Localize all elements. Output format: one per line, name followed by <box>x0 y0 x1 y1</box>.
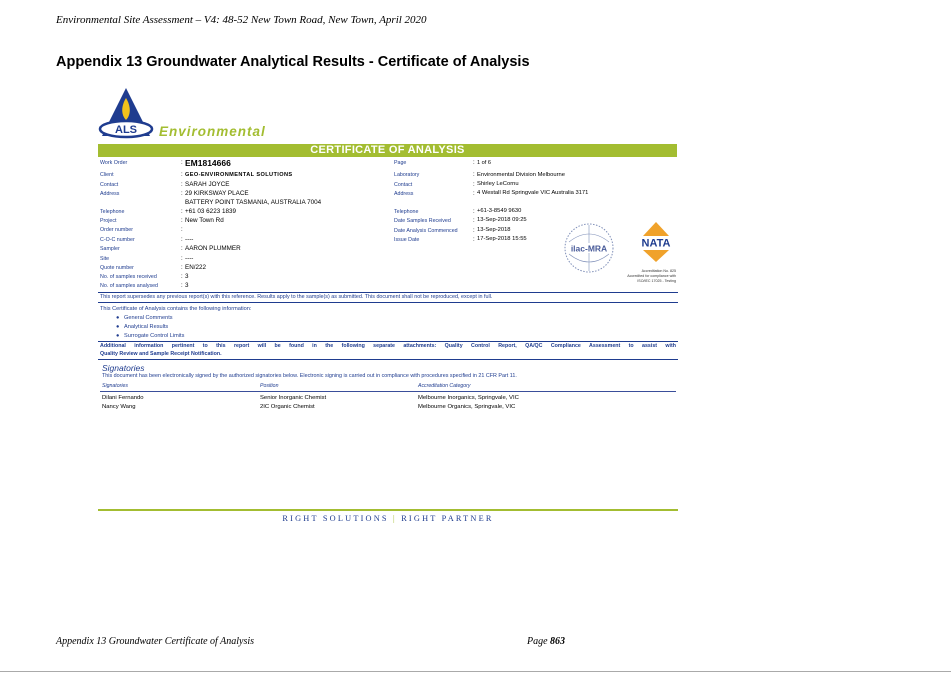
date-received-value: 13-Sep-2018 09:25 <box>477 217 527 223</box>
footer-green-rule <box>98 509 678 511</box>
label-quote-number: Quote number <box>100 265 134 271</box>
date-commenced-value: 13-Sep-2018 <box>477 227 511 233</box>
ilac-text: ilac-MRA <box>570 243 608 254</box>
running-header: Environmental Site Assessment – V4: 48-52 New Town Road, New Town, April 2020 <box>56 14 427 26</box>
samples-analysed-value: 3 <box>185 282 189 289</box>
ilac-mra-logo <box>563 222 615 274</box>
colon: : <box>473 172 475 178</box>
colon: : <box>181 274 183 280</box>
signatories-note: This document has been electronically signed by the authorized signatories below. Electronic signing is carried out in compliance with procedures specified in 21 CFR Part 11. <box>102 373 517 379</box>
additional-info-line2: Quality Review and Sample Receipt Notification. <box>100 351 222 357</box>
contains-item: ● General Comments <box>116 315 173 321</box>
nata-accreditation-no: Accreditation No. 825 <box>641 269 676 273</box>
divider <box>98 359 678 360</box>
samples-received-value: 3 <box>185 273 189 280</box>
certificate-banner: CERTIFICATE OF ANALYSIS <box>98 144 677 157</box>
project-value: New Town Rd <box>185 217 224 224</box>
supersedes-note: This report supersedes any previous report(s) with this reference. Results apply to the sample(s) as submitted. This document shall not be reproduced, except in full. <box>100 294 493 300</box>
logo-word-text: Environmental <box>159 124 266 139</box>
label-site: Site <box>100 256 110 262</box>
lab-telephone-value: +61-3-8549 9630 <box>477 208 522 214</box>
tagline: RIGHT SOLUTIONS | RIGHT PARTNER <box>282 514 494 523</box>
colon: : <box>473 237 475 243</box>
additional-info-line1: Additional information pertinent to this report will be found in the following separate attachments: Quality Control Report, QA/QC Compliance Assessment to assist with <box>100 343 676 349</box>
colon: : <box>181 182 183 188</box>
colon: : <box>181 237 183 243</box>
address-line2-value: BATTERY POINT TASMANIA, AUSTRALIA 7004 <box>185 199 322 206</box>
site-value: ---- <box>185 255 194 262</box>
colon: : <box>181 265 183 271</box>
colon: : <box>181 218 183 224</box>
label-address: Address <box>100 191 120 197</box>
label-lab-telephone: Telephone <box>394 209 419 215</box>
contains-item: ● Surrogate Control Limits <box>116 333 185 339</box>
issue-date-value: 17-Sep-2018 15:55 <box>477 236 527 242</box>
nata-iso-line: ISO/IEC 17025 - Testing <box>637 279 676 283</box>
colon: : <box>181 246 183 252</box>
nata-logo <box>636 221 676 263</box>
label-issue-date: Issue Date <box>394 237 420 243</box>
colon: : <box>181 256 183 262</box>
label-samples-analysed: No. of samples analysed <box>100 283 159 289</box>
bottom-border <box>0 671 951 672</box>
label-lab-contact: Contact <box>394 182 413 188</box>
appendix-title: Appendix 13 Groundwater Analytical Results - Certificate of Analysis <box>56 54 530 70</box>
label-contact: Contact <box>100 182 119 188</box>
sampler-value: AARON PLUMMER <box>185 245 241 252</box>
footer-title: Appendix 13 Groundwater Certificate of Analysis <box>56 636 255 647</box>
page-value: 1 of 6 <box>477 160 491 166</box>
colon: : <box>181 172 183 178</box>
signatory-position: Senior Inorganic Chemist <box>260 395 327 401</box>
label-coc-number: C-O-C number <box>100 237 135 243</box>
label-samples-received: No. of samples received <box>100 274 157 280</box>
coc-number-value: ---- <box>185 236 194 243</box>
colon: : <box>181 283 183 289</box>
quote-number-value: EN/222 <box>185 264 207 271</box>
colon: : <box>473 228 475 234</box>
address-line1-value: 29 KIRKSWAY PLACE <box>185 190 249 197</box>
label-page: Page <box>394 160 407 166</box>
divider <box>100 391 676 392</box>
label-work-order: Work Order <box>100 160 128 166</box>
label-sampler: Sampler <box>100 246 120 252</box>
signatories-title: Signatories <box>102 363 145 373</box>
laboratory-value: Environmental Division Melbourne <box>477 172 565 178</box>
divider <box>98 341 678 342</box>
label-lab-address: Address <box>394 191 414 197</box>
colon: : <box>181 160 183 166</box>
lab-address-value: 4 Westall Rd Springvale VIC Australia 3171 <box>477 190 589 196</box>
colon: : <box>181 227 183 233</box>
contains-item: ● Analytical Results <box>116 324 169 330</box>
divider <box>98 292 678 293</box>
colon: : <box>473 218 475 224</box>
signatory-position: 2IC Organic Chemist <box>260 404 315 410</box>
label-order-number: Order number <box>100 227 133 233</box>
label-laboratory: Laboratory <box>394 172 420 178</box>
als-logo <box>98 86 288 141</box>
footer-page-number: Page 863 <box>527 636 566 647</box>
label-date-received: Date Samples Received <box>394 218 451 224</box>
position-header: Position <box>260 383 279 389</box>
colon: : <box>473 209 475 215</box>
signatory-name: Dilani Fernando <box>102 395 144 401</box>
label-date-commenced: Date Analysis Commenced <box>394 228 458 234</box>
colon: : <box>473 182 475 188</box>
contains-intro: This Certificate of Analysis contains the following information: <box>100 306 252 312</box>
telephone-value: +61 03 6223 1839 <box>185 208 236 215</box>
colon: : <box>181 191 183 197</box>
signatory-category: Melbourne Inorganics, Springvale, VIC <box>418 395 519 401</box>
colon: : <box>181 209 183 215</box>
logo-mark-text: ALS <box>115 124 137 136</box>
contact-value: SARAH JOYCE <box>185 181 230 188</box>
signatories-header: Signatories <box>102 383 128 389</box>
colon: : <box>473 160 475 166</box>
label-project: Project <box>100 218 117 224</box>
nata-text: NATA <box>641 237 671 250</box>
label-client: Client <box>100 172 114 178</box>
nata-accredited-line: Accredited for compliance with <box>627 274 676 278</box>
divider <box>98 302 678 303</box>
colon: : <box>473 191 475 197</box>
signatory-name: Nancy Wang <box>102 404 136 410</box>
signatory-category: Melbourne Organics, Springvale, VIC <box>418 404 516 410</box>
label-telephone: Telephone <box>100 209 125 215</box>
client-value: GEO-ENVIRONMENTAL SOLUTIONS <box>185 172 293 178</box>
accreditation-header: Accreditation Category <box>418 383 471 389</box>
lab-contact-value: Shirley LeCornu <box>477 181 519 187</box>
work-order-value: EM1814666 <box>185 158 231 168</box>
